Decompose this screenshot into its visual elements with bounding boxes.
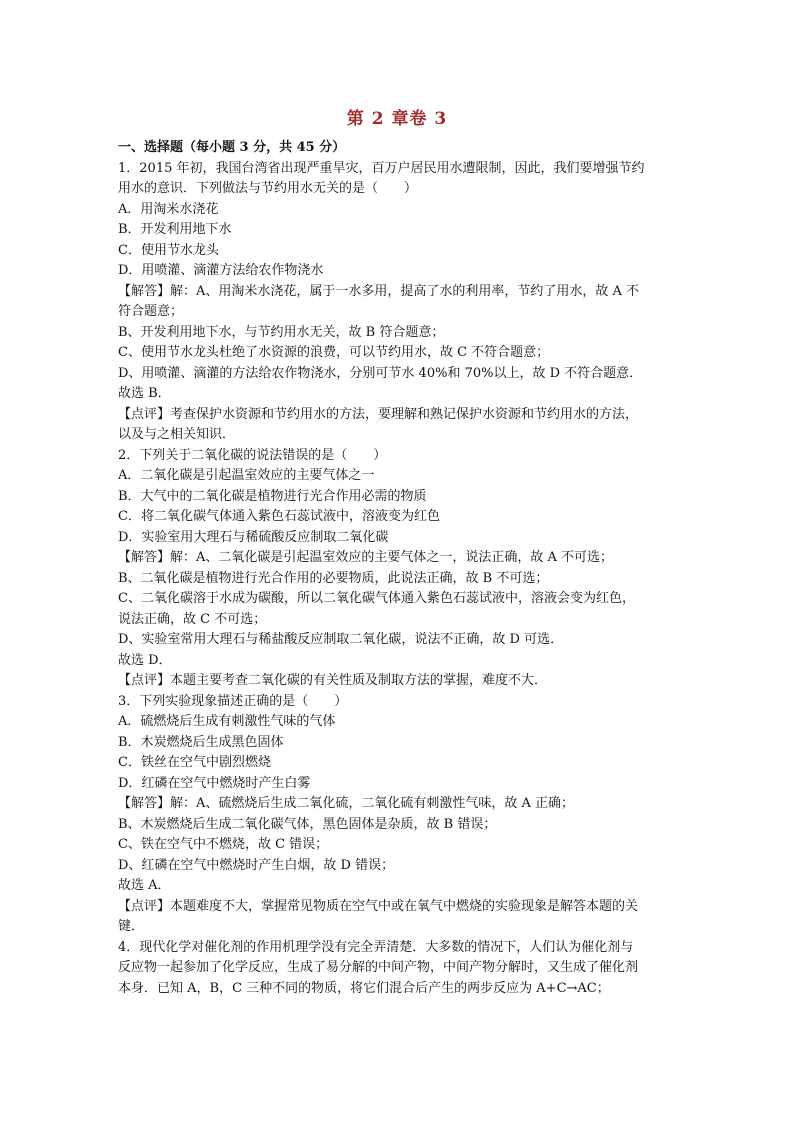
text-line: C．使用节水龙头: [118, 242, 219, 258]
text-line: 【点评】本题难度不大，掌握常见物质在空气中或在氧气中燃烧的实验现象是解答本题的关: [118, 898, 639, 914]
text-line: A．硫燃烧后生成有刺激性气味的气体: [118, 714, 336, 729]
text-line: A．二氧化碳是引起温室效应的主要气体之一: [118, 468, 375, 483]
text-line: 【解答】解：A、二氧化碳是引起温室效应的主要气体之一，说法正确，故 A 不可选；: [118, 550, 614, 565]
text-line: D．红磷在空气中燃烧时产生白雾: [118, 775, 311, 791]
text-line: 故选 B．: [118, 386, 171, 401]
page-title: 第 2 章卷 3: [346, 109, 448, 129]
text-line: 以及与之相关知识．: [118, 427, 236, 442]
text-line: 用水的意识．下列做法与节约用水无关的是（ ）: [118, 181, 418, 196]
text-line: 【点评】考查保护水资源和节约用水的方法，要理解和熟记保护水资源和节约用水的方法，: [118, 406, 639, 422]
text-line: 反应物一起参加了化学反应，生成了易分解的中间产物，中间产物分解时，又生成了催化剂: [118, 960, 639, 975]
text-line: C．铁丝在空气中剧烈燃烧: [118, 755, 271, 770]
text-line: D．实验室用大理石与稀硫酸反应制取二氧化碳: [118, 529, 389, 545]
text-line: C、使用节水龙头杜绝了水资源的浪费，可以节约用水，故 C 不符合题意；: [118, 345, 550, 360]
text-line: D、用喷灌、滴灌的方法给农作物浇水，分别可节水 40%和 70%以上，故 D 不符合题意．: [118, 365, 643, 381]
text-line: 2．下列关于二氧化碳的说法错误的是（ ）: [118, 447, 387, 463]
text-line: D、实验室常用大理石与稀盐酸反应制取二氧化碳，说法不正确，故 D 可选．: [118, 632, 564, 647]
document-body: [118, 138, 680, 999]
text-line: 故选 A．: [118, 878, 171, 893]
section-heading: 一、选择题（每小题 3 分，共 45 分）: [118, 140, 346, 155]
text-line: 【解答】解：A、硫燃烧后生成二氧化硫，二氧化硫有刺激性气味，故 A 正确；: [118, 796, 575, 811]
text-line: 键．: [118, 919, 145, 934]
text-line: 故选 D．: [118, 652, 172, 668]
text-line: 本身．已知 A，B，C 三种不同的物质，将它们混合后产生的两步反应为 A+C→AC；: [118, 980, 610, 996]
text-line: A．用淘米水浇花: [118, 201, 219, 217]
text-line: 符合题意；: [118, 304, 184, 319]
text-line: B．大气中的二氧化碳是植物进行光合作用必需的物质: [118, 488, 427, 504]
text-line: D．用喷灌、滴灌方法给农作物浇水: [118, 263, 324, 278]
text-line: 1．2015 年初，我国台湾省出现严重旱灾，百万户居民用水遭限制，因此，我们要增强节约: [118, 160, 645, 176]
text-line: C、铁在空气中不燃烧，故 C 错误；: [118, 837, 329, 852]
text-line: 3．下列实验现象描述正确的是（ ）: [118, 693, 348, 709]
text-line: 说法正确，故 C 不可选；: [118, 611, 267, 627]
text-line: 4．现代化学对催化剂的作用机理学没有完全弄清楚．大多数的情况下，人们认为催化剂与: [118, 939, 634, 955]
text-line: 【解答】解：A、用淘米水浇花，属于一水多用，提高了水的利用率，节约了用水，故 A 不: [118, 283, 640, 299]
text-line: C、二氧化碳溶于水成为碳酸，所以二氧化碳气体通入紫色石蕊试液中，溶液会变为红色，: [118, 591, 635, 606]
text-line: B．木炭燃烧后生成黑色固体: [118, 734, 284, 750]
text-line: D、红磷在空气中燃烧时产生白烟，故 D 错误；: [118, 857, 395, 873]
text-line: B、木炭燃烧后生成二氧化碳气体，黑色固体是杂质，故 B 错误；: [118, 816, 497, 832]
text-line: 【点评】本题主要考查二氧化碳的有关性质及制取方法的掌握，难度不大．: [118, 673, 548, 688]
text-line: C．将二氧化碳气体通入紫色石蕊试液中，溶液变为红色: [118, 509, 440, 524]
text-line: B、二氧化碳是植物进行光合作用的必要物质，此说法正确，故 B 不可选；: [118, 570, 549, 586]
text-line: B、开发利用地下水，与节约用水无关，故 B 符合题意；: [118, 324, 445, 340]
text-line: B．开发利用地下水: [118, 222, 232, 237]
